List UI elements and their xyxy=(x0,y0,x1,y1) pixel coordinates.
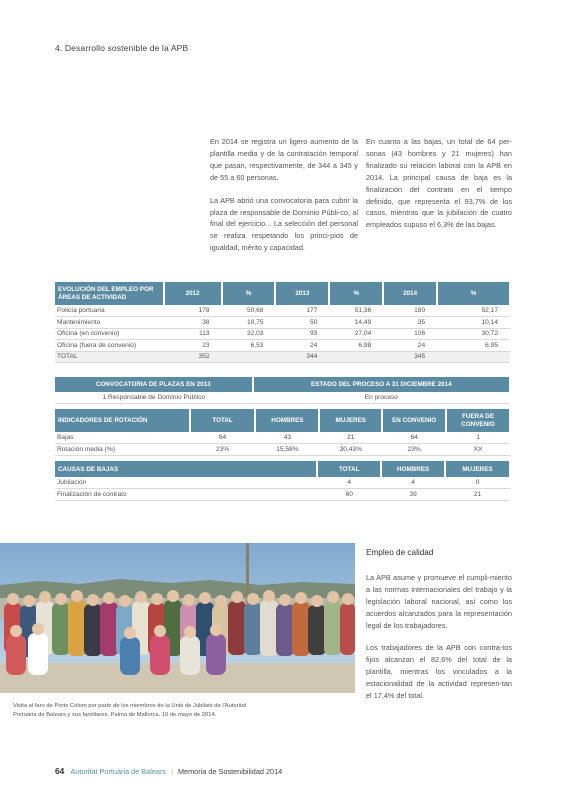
table-header-row xyxy=(55,461,510,477)
table-row xyxy=(55,328,510,340)
table-cell: 51,36 xyxy=(329,305,383,317)
table-header: % xyxy=(437,282,510,305)
table-header: 2014 xyxy=(383,282,437,305)
page-number: 64 xyxy=(55,766,65,776)
table-cell xyxy=(329,351,383,363)
table-cell: 1 xyxy=(446,432,510,444)
table-cell xyxy=(222,351,276,363)
table-row xyxy=(55,392,510,404)
table-cell: Policía portuaria xyxy=(55,305,164,317)
table-cell: 10,75 xyxy=(222,317,276,329)
table-header: CAUSAS DE BAJAS xyxy=(55,461,317,477)
table-cell: 1 Responsable de Dominio Público xyxy=(55,392,253,404)
table-cell: 23 xyxy=(164,340,222,352)
table-cell: En proceso xyxy=(253,392,510,404)
photo-caption: Visita al faro de Porto Colom por parte de los miembros de la Unió de Jubilats de l'Autoritat Portuària de Balears y sus familiares. Palma de Mallorca, 10 de mayo de 2014. xyxy=(13,703,247,718)
table-header: 2013 xyxy=(275,282,329,305)
table-cell: 345 xyxy=(383,351,437,363)
table-cell: 24 xyxy=(275,340,329,352)
table-row xyxy=(55,444,510,456)
table-cell: 50,68 xyxy=(222,305,276,317)
table-cell: 39 xyxy=(381,489,445,501)
table-row xyxy=(55,317,510,329)
quality-employment-section xyxy=(366,547,512,713)
table-cell: 27,04 xyxy=(329,328,383,340)
table-header: CONVOCATORIA DE PLAZAS EN 2013 xyxy=(55,377,253,392)
table-row xyxy=(55,305,510,317)
table-header: FUERA DE CONVENIO xyxy=(446,409,510,432)
table-cell: 35 xyxy=(383,317,437,329)
table-header: EVOLUCIÓN DEL EMPLEO POR ÁREAS DE ACTIVIDAD xyxy=(55,282,164,305)
table-row xyxy=(55,432,510,444)
footer-document-title: Memoria de Sostenibilidad 2014 xyxy=(177,767,283,776)
table-header: HOMBRES xyxy=(255,409,319,432)
table-header: ESTADO DEL PROCESO A 31 DICIEMBRE 2014 xyxy=(253,377,510,392)
table-cell: 10,14 xyxy=(437,317,510,329)
section-title: Empleo de calidad xyxy=(366,548,434,557)
job-openings-table xyxy=(55,377,511,404)
table-cell: Oficina (en convenio) xyxy=(55,328,164,340)
table-header: EN CONVENIO xyxy=(382,409,446,432)
table-header: INDICADORES DE ROTACIÓN xyxy=(55,409,190,432)
table-cell: 113 xyxy=(164,328,222,340)
table-header: TOTAL xyxy=(317,461,381,477)
table-cell: 23% xyxy=(190,444,256,456)
table-header-row xyxy=(55,377,510,392)
table-cell: XX xyxy=(446,444,510,456)
table-cell: 177 xyxy=(275,305,329,317)
table-cell: 30,72 xyxy=(437,328,510,340)
table-cell: 180 xyxy=(383,305,437,317)
table-cell: Jubilación xyxy=(55,477,317,489)
table-cell: 6,53 xyxy=(222,340,276,352)
table-cell: 64 xyxy=(382,432,446,444)
table-cell: 14,49 xyxy=(329,317,383,329)
table-cell: 0 xyxy=(445,477,510,489)
table-row xyxy=(55,340,510,352)
table-header: 2012 xyxy=(164,282,222,305)
table-cell: 6,98 xyxy=(329,340,383,352)
table-cell: 32,03 xyxy=(222,328,276,340)
table-row xyxy=(55,477,510,489)
table-cell: 93 xyxy=(275,328,329,340)
table-header: MUJERES xyxy=(445,461,510,477)
table-cell: 50 xyxy=(275,317,329,329)
employment-evolution-table xyxy=(55,282,511,363)
table-cell: 4 xyxy=(317,477,381,489)
table-row xyxy=(55,489,510,501)
table-cell: Finalización de contrato xyxy=(55,489,317,501)
table-cell: 352 xyxy=(164,351,222,363)
table-cell: 21 xyxy=(319,432,382,444)
table-cell: 52,17 xyxy=(437,305,510,317)
table-cell: 38 xyxy=(164,317,222,329)
table-cell: 60 xyxy=(317,489,381,501)
paragraph: En 2014 se registra un ligero aumento de la plantilla media y de la contratación temporal que pasan, respectivamente, de 344 a 345 y de 55 a 60 personas. xyxy=(210,137,358,182)
table-header-row xyxy=(55,282,510,305)
page-footer xyxy=(55,766,282,776)
table-cell: 178 xyxy=(164,305,222,317)
table-cell: 43 xyxy=(255,432,319,444)
table-cell: 64 xyxy=(190,432,256,444)
table-cell: Bajas xyxy=(55,432,190,444)
table-cell: 4 xyxy=(381,477,445,489)
table-cell: Mantenimiento xyxy=(55,317,164,329)
rotation-indicators-table xyxy=(55,409,511,456)
table-header: HOMBRES xyxy=(381,461,445,477)
table-cell: 30,43% xyxy=(319,444,382,456)
text-column-right xyxy=(366,136,512,242)
paragraph: La APB abrió una convocatoria para cubrir la plaza de responsable de Dominio Públi-co, al final del ejercicio... La selección del personal se realiza respetando los princi-pios de igualdad, mérito y capacidad. xyxy=(210,195,358,253)
table-cell: 344 xyxy=(275,351,329,363)
group-photo xyxy=(0,543,355,693)
footer-organization: Autoritat Portuària de Balears xyxy=(70,767,167,776)
table-total-row xyxy=(55,351,510,363)
table-cell: 15,58% xyxy=(255,444,319,456)
paragraph: En cuanto a las bajas, un total de 64 per-sonas (43 hombres y 21 mujeres) han finalizado su relación laboral con la APB en 2014. La principal causa de baja es la finalización del contrato en el tiempo definido, que representa el 93,7% de los casos, mientras que la jubilación de cuatro empleados supuso el 6,3% de las bajas. xyxy=(366,137,512,230)
table-header: % xyxy=(222,282,276,305)
table-header: MUJERES xyxy=(319,409,382,432)
table-cell: 6,95 xyxy=(437,340,510,352)
table-cell: Rotación media (%) xyxy=(55,444,190,456)
table-header: % xyxy=(329,282,383,305)
table-cell: 106 xyxy=(383,328,437,340)
table-header-row xyxy=(55,409,510,432)
section-header: 4. Desarrollo sostenible de la APB xyxy=(55,43,189,53)
footer-separator: | xyxy=(171,767,173,776)
table-header: TOTAL xyxy=(190,409,256,432)
table-cell: Oficina (fuera de convenio) xyxy=(55,340,164,352)
table-cell xyxy=(437,351,510,363)
table-cell: 24 xyxy=(383,340,437,352)
table-cell: 21 xyxy=(445,489,510,501)
table-cell: 23% xyxy=(382,444,446,456)
table-cell: TOTAL xyxy=(55,351,164,363)
text-column-left xyxy=(210,136,358,265)
leave-causes-table xyxy=(55,461,511,501)
paragraph: La APB asume y promueve el cumpli-miento a las normas internacionales del trabajo y la legislación laboral nacional, así como los acuerdos alcanzados para la representación legal de los trabajadores. xyxy=(366,572,512,630)
paragraph: Los trabajadores de la APB con contra-tos fijos alcanzan el 82,6% del total de la plantilla, mientras los vinculados a la estacionalidad de la actividad represen-tan el 17,4% del total. xyxy=(366,643,512,701)
